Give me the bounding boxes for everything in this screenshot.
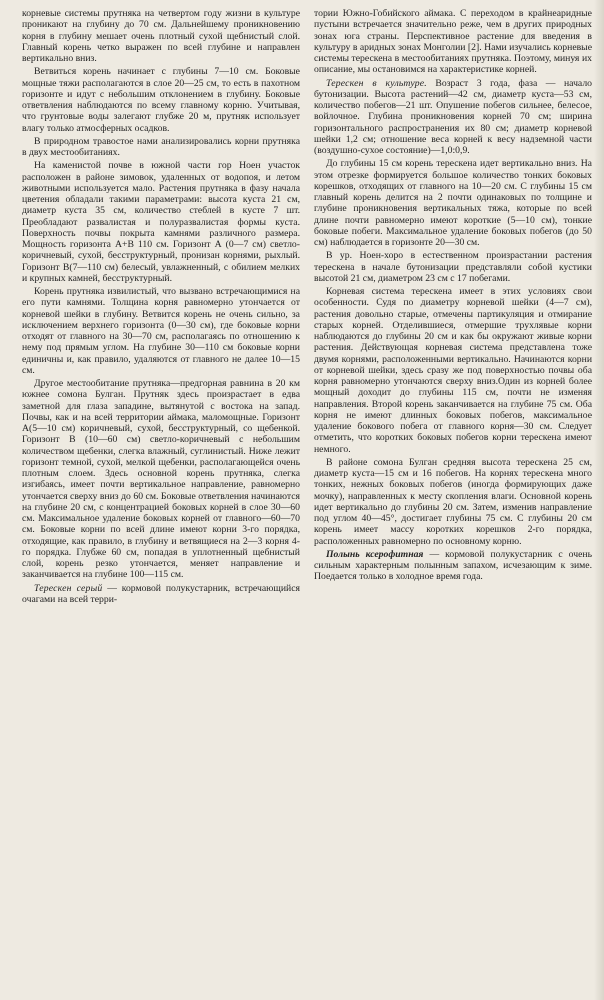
paragraph xyxy=(22,136,300,159)
text-column-right xyxy=(314,8,592,1000)
paragraph xyxy=(22,160,300,284)
paragraph xyxy=(314,78,592,157)
paragraph xyxy=(314,549,592,583)
paragraph-text: Ветвиться корень начинает с глубины 7—10 см. Боковые мощные тяжи располагаются в слое 20—25 см, то есть в пахотном горизонте и идут с небольшим отклонением в глубину. Боковые ответвления наблюдаются по всему главному корню. Учитывая, что грунтовые воды залегают глубже 20 м, прутняк использует влагу только атмосферных осадков. xyxy=(22,66,300,134)
paragraph-text: Корневая система терескена имеет в этих условиях свои особенности. Судя по диаметру корневой шейки (4—7 см), растения довольно старые, отмечены партикуляция и отмирание старых корней. Отделившиеся, отмершие трухлявые корни наблюдаются до глубины 20 см и как бы окружают живые корни растения. Действующая корневая система представлена тоже двумя корнями, расположенными вертикально. Начинаются корни от корневой шейки, здесь сразу же под поверхностью почвы оба корня равномерно утончаются сверху вниз.Один из корней более мощный доходит до глубины 115 см, почти не изменяя направления. Второй корень заканчивается на глубине 75 см. Оба корня не имеют длинных боковых побегов, максимальное удаление бокового побега от главного корня—30 см. Следует отметить, что коротких боковых побегов корни терескена имеют немного. xyxy=(314,286,592,455)
paragraph-text: — кормовой полукустарник с очень сильным характерным полынным запахом, исчезающим к зиме. Поедается только в холодное время года. xyxy=(314,548,593,583)
paragraph xyxy=(22,66,300,134)
paragraph-text: Корень прутняка извилистый, что вызвано встречающимися на его пути камнями. Толщина корня равномерно утончается от корневой шейки в глубину. Ветвится корень не очень сильно, за исключением верхнего горизонта (0—30 см), где боковые корни отходят от главного на 30—70 см, располагаясь по отношению к нему под прямым углом. На глубине 30—110 см боковые корни единичны и, как правило, удаляются от главного не далее 10—15 см. xyxy=(22,286,300,376)
paragraph xyxy=(22,286,300,376)
paragraph-text: тории Южно-Гобийского аймака. С переходом в крайнеаридные пустыни встречается значительно реже, чем в других природных зонах юга страны. Перспективное растение для введения в культуру в аридных зонах Монголии [2]. Нами изучались корневые системы терескена в местообитаниях прутняка. Поэтому, минуя их описание, мы остановимся на характеристике корней. xyxy=(314,8,592,76)
paragraph-text: До глубины 15 см корень терескена идет вертикально вниз. На этом отрезке формируется большое количество тонких боковых корешков, отходящих от главного на 10—20 см. С глубины 15 см главный корень делится на 2 почти одинаковых по толщине и глубине проникновения вертикальных тяжа, которые по всей длине почти равномерно имеют короткие (5—10 см), тонкие боковые побеги. Максимальное удаление боковых побегов (до 50 см) наблюдается в горизонте 20—30 см. xyxy=(314,158,592,248)
run-in-heading: Терескен в культуре. xyxy=(326,77,427,89)
paragraph-text: Другое местообитание прутняка—предгорная равнина в 20 км южнее сомона Булган. Прутняк здесь произрастает в едва заметной для глаза западине, вытянутой с востока на запад. Почвы, как и на всей территории аймака, маломощные. Горизонт А(5—10 см) коричневый, сухой, бесструктурный, со щебенкой. Горизонт В (10—60 см) светло-коричневый с небольшим количеством щебенки, слегка влажный, суглинистый. Ниже лежит горизонт темной, сухой, мелкой щебенки, располагающейся очень плотным слоем. Здесь основной корень прутняка, слегка изгибаясь, имеет почти вертикальное направление, равномерно утончается сверху вниз до 60 см. Боковые ответвления начинаются на глубине 20 см, с концентрацией боковых корней в слое 30—60 см. Максимальное удаление боковых корней от главного—60—70 см. Боковые корни по всей длине имеют корни 3-го порядка, отходящие, как правило, в глубину и ветвящиеся на 2—3 корня 4-го порядка. Глубже 60 см, попадая в уплотненный щебнистый слой, корень резко утончается, меняет направление и заканчивается на глубине 100—115 см. xyxy=(22,378,300,581)
paragraph-text: Возраст 3 года, фаза — начало бутонизации. Высота растений—42 см, диаметр куста—53 см, количество побегов—21 шт. Опушение побегов сильнее, белесое, войлочное. Глубина проникновения корней 70 см; ширина горизонтального распространения их 80 см; диаметр корневой шейки 1,2 см; отношение веса корней к весу надземной части (воздушно-сухое состояние)—1,0:0,9. xyxy=(314,77,592,156)
paragraph-text: На каменистой почве в южной части гор Ноен участок расположен в районе зимовок, удаленных от водопоя, и летом животными используется мало. Растения прутняка в фазу начала цветения обладали такими параметрами: высота куста 21 см, диаметр куста 35 см, количество стеблей в кусте 7 шт. Преобладают развалистая и полуразвалистая формы куста. Поверхность почвы покрыта камнями различного размера. Мощность горизонта А+В 110 см. Горизонт А (0—7 см) светло-коричневый, сухой, бесструктурный, пронизан корнями, рыхлый. Горизонт В(7—110 см) белесый, увлажненный, с обилием мелких и крупных камней, бесструктурный. xyxy=(22,160,300,284)
paragraph xyxy=(314,250,592,284)
paragraph-text: В природном травостое нами анализировались корни прутняка в двух местообитаниях. xyxy=(22,135,300,158)
paragraph-text: В районе сомона Булган средняя высота терескена 25 см, диаметр куста—15 см и 16 побегов. На корнях терескена много тонких, нежных боковых побегов (иногда формирующих даже мочку), направленных к месту скопления влаги. Основной корень идет вертикально до глубины 20 см. Затем, изменив направление под углом 40—45°, достигает глубины 75 см. С глубины 20 см корень имеет массу коротких корешков 2-го порядка, расположенных равномерно по основному корню. xyxy=(314,456,592,547)
paragraph-text: В ур. Ноен-хоро в естественном произрастании растения терескена в начале бутонизации представляли собой кустики высотой 21 см, диаметром 23 см с 17 побегами. xyxy=(314,250,592,284)
paragraph xyxy=(314,286,592,455)
paragraph xyxy=(314,158,592,248)
paragraph xyxy=(314,457,592,547)
paragraph xyxy=(22,378,300,581)
run-in-heading: Полынь ксерофитная xyxy=(326,548,424,560)
paragraph xyxy=(22,8,300,64)
paragraph-text: корневые системы прутняка на четвертом году жизни в культуре проникают на глубину до 70 см. Дальнейшему проникновению корня в глубину мешает очень плотный сухой щебнистый слой. Главный корень четко выражен по всей глубине и направлен вертикально вниз. xyxy=(22,8,300,64)
text-column-left xyxy=(22,8,300,1000)
page-edge-shadow xyxy=(594,0,604,1000)
paragraph xyxy=(314,8,592,76)
paragraph xyxy=(22,583,300,606)
run-in-heading: Терескен серый xyxy=(34,582,103,594)
paragraph-text: — кормовой полукустарник, встречающийся очагами на всей терри- xyxy=(22,582,300,605)
